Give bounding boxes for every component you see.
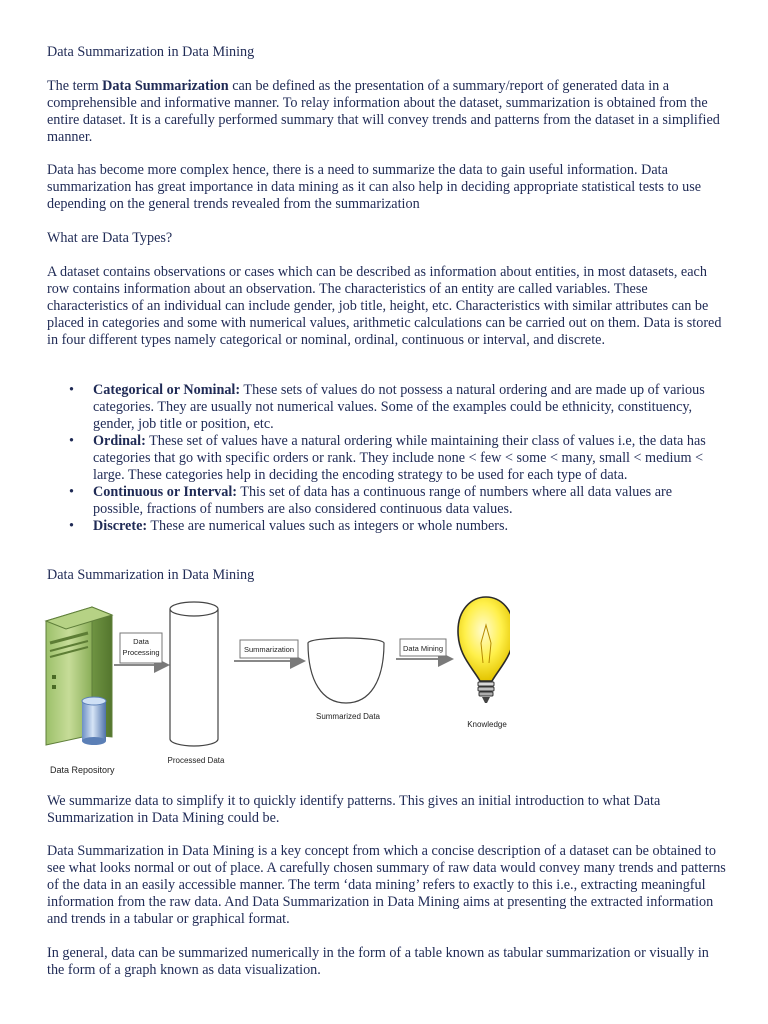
key-concept-paragraph: Data Summarization in Data Mining is a key concept from which a concise description of a dataset can be obtained to see what looks normal or out of place. A carefully chosen summary of raw data would convey many trends and patterns of the data in an easily accessible manner. The term ‘data mining’ refers to exactly to this i.e., extracting meaningful information from the raw data. And Data Summarization in Data Mining aims at presenting the extracted information and trends in a tabular or graphical format. <box>47 843 726 927</box>
lightbulb-icon <box>458 597 510 703</box>
data-processing-label-1: Data <box>133 637 149 646</box>
conclusion-paragraph: In general, data can be summarized numerically in the form of a table known as tabular summarization or visually in the form of a graph known as data visualization. <box>47 945 709 978</box>
list-item-continuous <box>47 484 719 518</box>
intro-term: Data Summarization <box>102 78 229 94</box>
summarized-data-label: Summarized Data <box>315 712 381 721</box>
intro-paragraph <box>47 78 727 146</box>
list-item-discrete <box>47 518 719 535</box>
data-repository-label: Data Repository <box>50 765 115 775</box>
data-types-heading: What are Data Types? <box>47 230 173 246</box>
intro-post: can be defined as the presentation of a summary/report of generated data in a comprehensible and informative manner. To relay information about the dataset, summarization is obtained from the entire dataset. It is a carefully performed summary that will convey trends and patterns from the dataset in a simplified manner. <box>47 78 720 145</box>
processed-data-cylinder <box>170 602 218 746</box>
bullet-text: These set of values have a natural ordering while maintaining their class of values i.e, the data has categories that go with specific orders or rank. They include none < few < some < many, small < medium < large. These categories help in deciding the encoding strategy to be used for each type of data. <box>93 433 706 483</box>
summarization-label: Summarization <box>243 645 295 654</box>
data-summarization-diagram <box>40 585 510 780</box>
data-types-list <box>47 382 719 535</box>
bullet-icon: • <box>69 433 74 449</box>
list-item-categorical <box>47 382 719 433</box>
diagram-heading: Data Summarization in Data Mining <box>47 567 255 583</box>
bullet-text: These are numerical values such as integers or whole numbers. <box>147 518 509 534</box>
bullet-text: This set of data has a continuous range of numbers where all data values are possible, fractions of numbers are also considered continuous data values. <box>93 484 673 517</box>
list-item-ordinal <box>47 433 719 484</box>
document-title: Data Summarization in Data Mining <box>47 44 255 60</box>
bullet-icon: • <box>69 382 74 398</box>
bullet-term: Categorical or Nominal: <box>93 382 241 398</box>
data-mining-label: Data Mining <box>402 644 444 653</box>
bullet-term: Discrete: <box>93 518 148 534</box>
knowledge-label: Knowledge <box>467 720 507 729</box>
bullet-term: Continuous or Interval: <box>93 484 237 500</box>
bullet-term: Ordinal: <box>93 433 146 449</box>
complexity-paragraph: Data has become more complex hence, there is a need to summarize the data to gain useful information. Data summarization has great importance in data mining as it can also help in deciding appropriate statistical tests to use depending on the general trends revealed from the summarization <box>47 162 702 212</box>
bullet-text: These sets of values do not possess a natural ordering and are made up of various categories. They are usually not numerical values. Some of the examples could be ethnicity, constituency, gender, job title or position, etc. <box>93 382 705 432</box>
bullet-icon: • <box>69 484 74 500</box>
intro-pre: The term <box>47 78 103 94</box>
dataset-paragraph: A dataset contains observations or cases which can be described as information about entities, in most datasets, each row contains information about an observation. The characteristics of an entity are called variables. These characteristics of an individual can include gender, job title, height, etc. Characteristics with similar attributes can be placed in categories and some with numerical values, arithmetic calculations can be carried out on them. Data is stored in four different types namely categorical or nominal, ordinal, continuous or interval, and discrete. <box>47 264 722 348</box>
database-icon <box>82 697 106 745</box>
data-processing-label-2: Processing <box>122 648 160 657</box>
bullet-icon: • <box>69 518 74 534</box>
processed-data-label: Processed Data <box>167 756 225 765</box>
summary-intro-paragraph: We summarize data to simplify it to quickly identify patterns. This gives an initial introduction to what Data Summarization in Data Mining could be. <box>47 793 661 826</box>
summarized-data-bowl <box>308 638 384 703</box>
